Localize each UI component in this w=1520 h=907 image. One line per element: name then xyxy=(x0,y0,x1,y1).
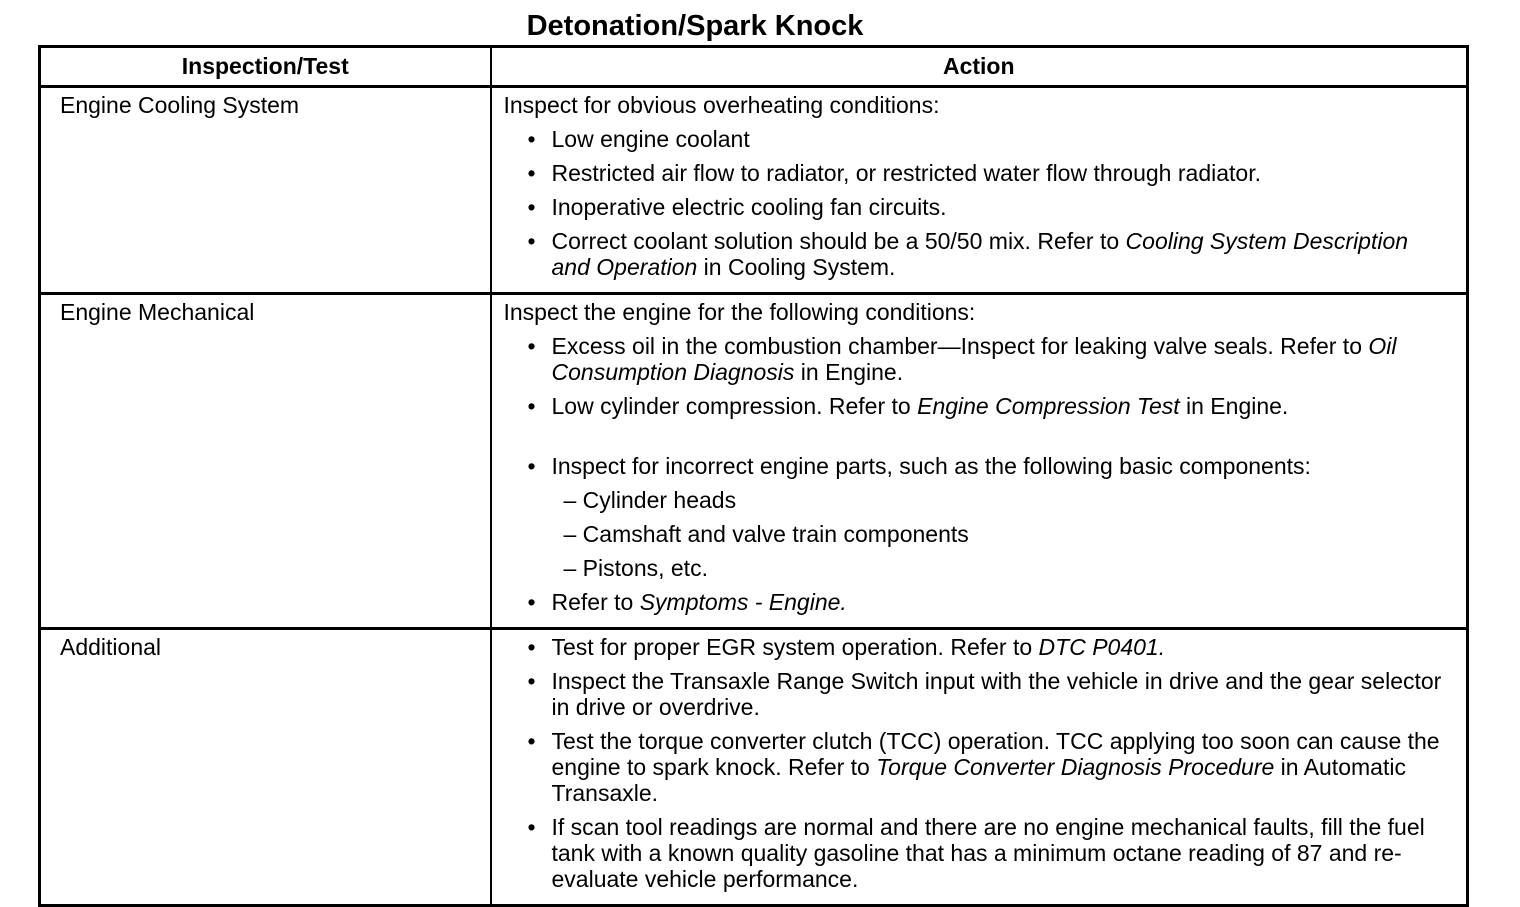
sub-item: – Camshaft and valve train components xyxy=(563,521,969,547)
bullet-item xyxy=(504,728,1449,806)
action-intro: Inspect the engine for the following conditions: xyxy=(503,299,976,325)
table-row xyxy=(40,87,1468,294)
bullet-text: Excess oil in the combustion chamber—Inspect for leaking valve seals. Refer to xyxy=(551,333,1369,359)
reference-link: DTC P0401. xyxy=(1038,634,1166,660)
reference-link: Engine Compression Test xyxy=(917,393,1180,419)
bullet-tail: in Automatic Transaxle. xyxy=(551,754,1406,806)
table-row xyxy=(40,629,1468,906)
bullet-text: Low engine coolant xyxy=(551,126,750,152)
reference-link: Cooling System Description and Operation xyxy=(551,228,1409,280)
action-intro: Inspect for obvious overheating conditions: xyxy=(503,92,940,118)
bullet-list xyxy=(504,634,1449,892)
bullet-list xyxy=(504,126,1449,280)
bullet-text: Refer to xyxy=(551,589,640,615)
reference-link: Oil Consumption Diagnosis xyxy=(551,333,1397,385)
sub-item: – Pistons, etc. xyxy=(563,555,708,581)
sub-list xyxy=(552,487,1449,581)
bullet-text: Restricted air flow to radiator, or restricted water flow through radiator. xyxy=(551,160,1261,186)
row-label: Engine Cooling System xyxy=(40,87,491,294)
bullet-item xyxy=(504,668,1449,720)
bullet-item xyxy=(504,453,1449,581)
bullet-text: Inspect the Transaxle Range Switch input with the vehicle in drive and the gear selector in drive or overdrive. xyxy=(551,668,1442,720)
header-inspection-test: Inspection/Test xyxy=(40,47,491,87)
reference-link: Torque Converter Diagnosis Procedure xyxy=(876,754,1275,780)
bullet-text: Correct coolant solution should be a 50/50 mix. Refer to xyxy=(551,228,1126,254)
bullet-item xyxy=(504,814,1449,892)
bullet-item xyxy=(504,160,1449,186)
bullet-tail: in Engine. xyxy=(1179,393,1289,419)
row-label: Additional xyxy=(40,629,491,906)
diagnosis-table xyxy=(38,45,1469,907)
bullet-tail: in Engine. xyxy=(794,359,904,385)
bullet-text: Inoperative electric cooling fan circuits. xyxy=(551,194,947,220)
bullet-list xyxy=(504,333,1449,615)
reference-link: Symptoms - Engine. xyxy=(639,589,847,615)
bullet-text: Low cylinder compression. Refer to xyxy=(551,393,918,419)
page-title: Detonation/Spark Knock xyxy=(526,10,864,42)
row-action xyxy=(491,629,1468,906)
bullet-item xyxy=(504,393,1449,419)
bullet-item xyxy=(504,634,1449,660)
bullet-item xyxy=(504,194,1449,220)
bullet-text: Test the torque converter clutch (TCC) operation. TCC applying too soon can cause the engine to spark knock. Refer to xyxy=(551,728,1440,780)
row-action xyxy=(491,87,1468,294)
bullet-text: If scan tool readings are normal and there are no engine mechanical faults, fill the fuel tank with a known quality gasoline that has a minimum octane reading of 87 and re-evaluate vehicle performance. xyxy=(551,814,1425,892)
bullet-item xyxy=(504,126,1449,152)
bullet-tail: in Cooling System. xyxy=(697,254,896,280)
header-row xyxy=(40,47,1468,87)
header-action: Action xyxy=(491,47,1468,87)
row-action xyxy=(491,294,1468,629)
bullet-item xyxy=(504,589,1449,615)
bullet-text: Inspect for incorrect engine parts, such as the following basic components: xyxy=(551,453,1311,479)
sub-item: – Cylinder heads xyxy=(563,487,737,513)
table-row xyxy=(40,294,1468,629)
row-label: Engine Mechanical xyxy=(40,294,491,629)
bullet-text: Test for proper EGR system operation. Refer to xyxy=(551,634,1039,660)
bullet-item xyxy=(504,228,1449,280)
bullet-item xyxy=(504,333,1449,385)
